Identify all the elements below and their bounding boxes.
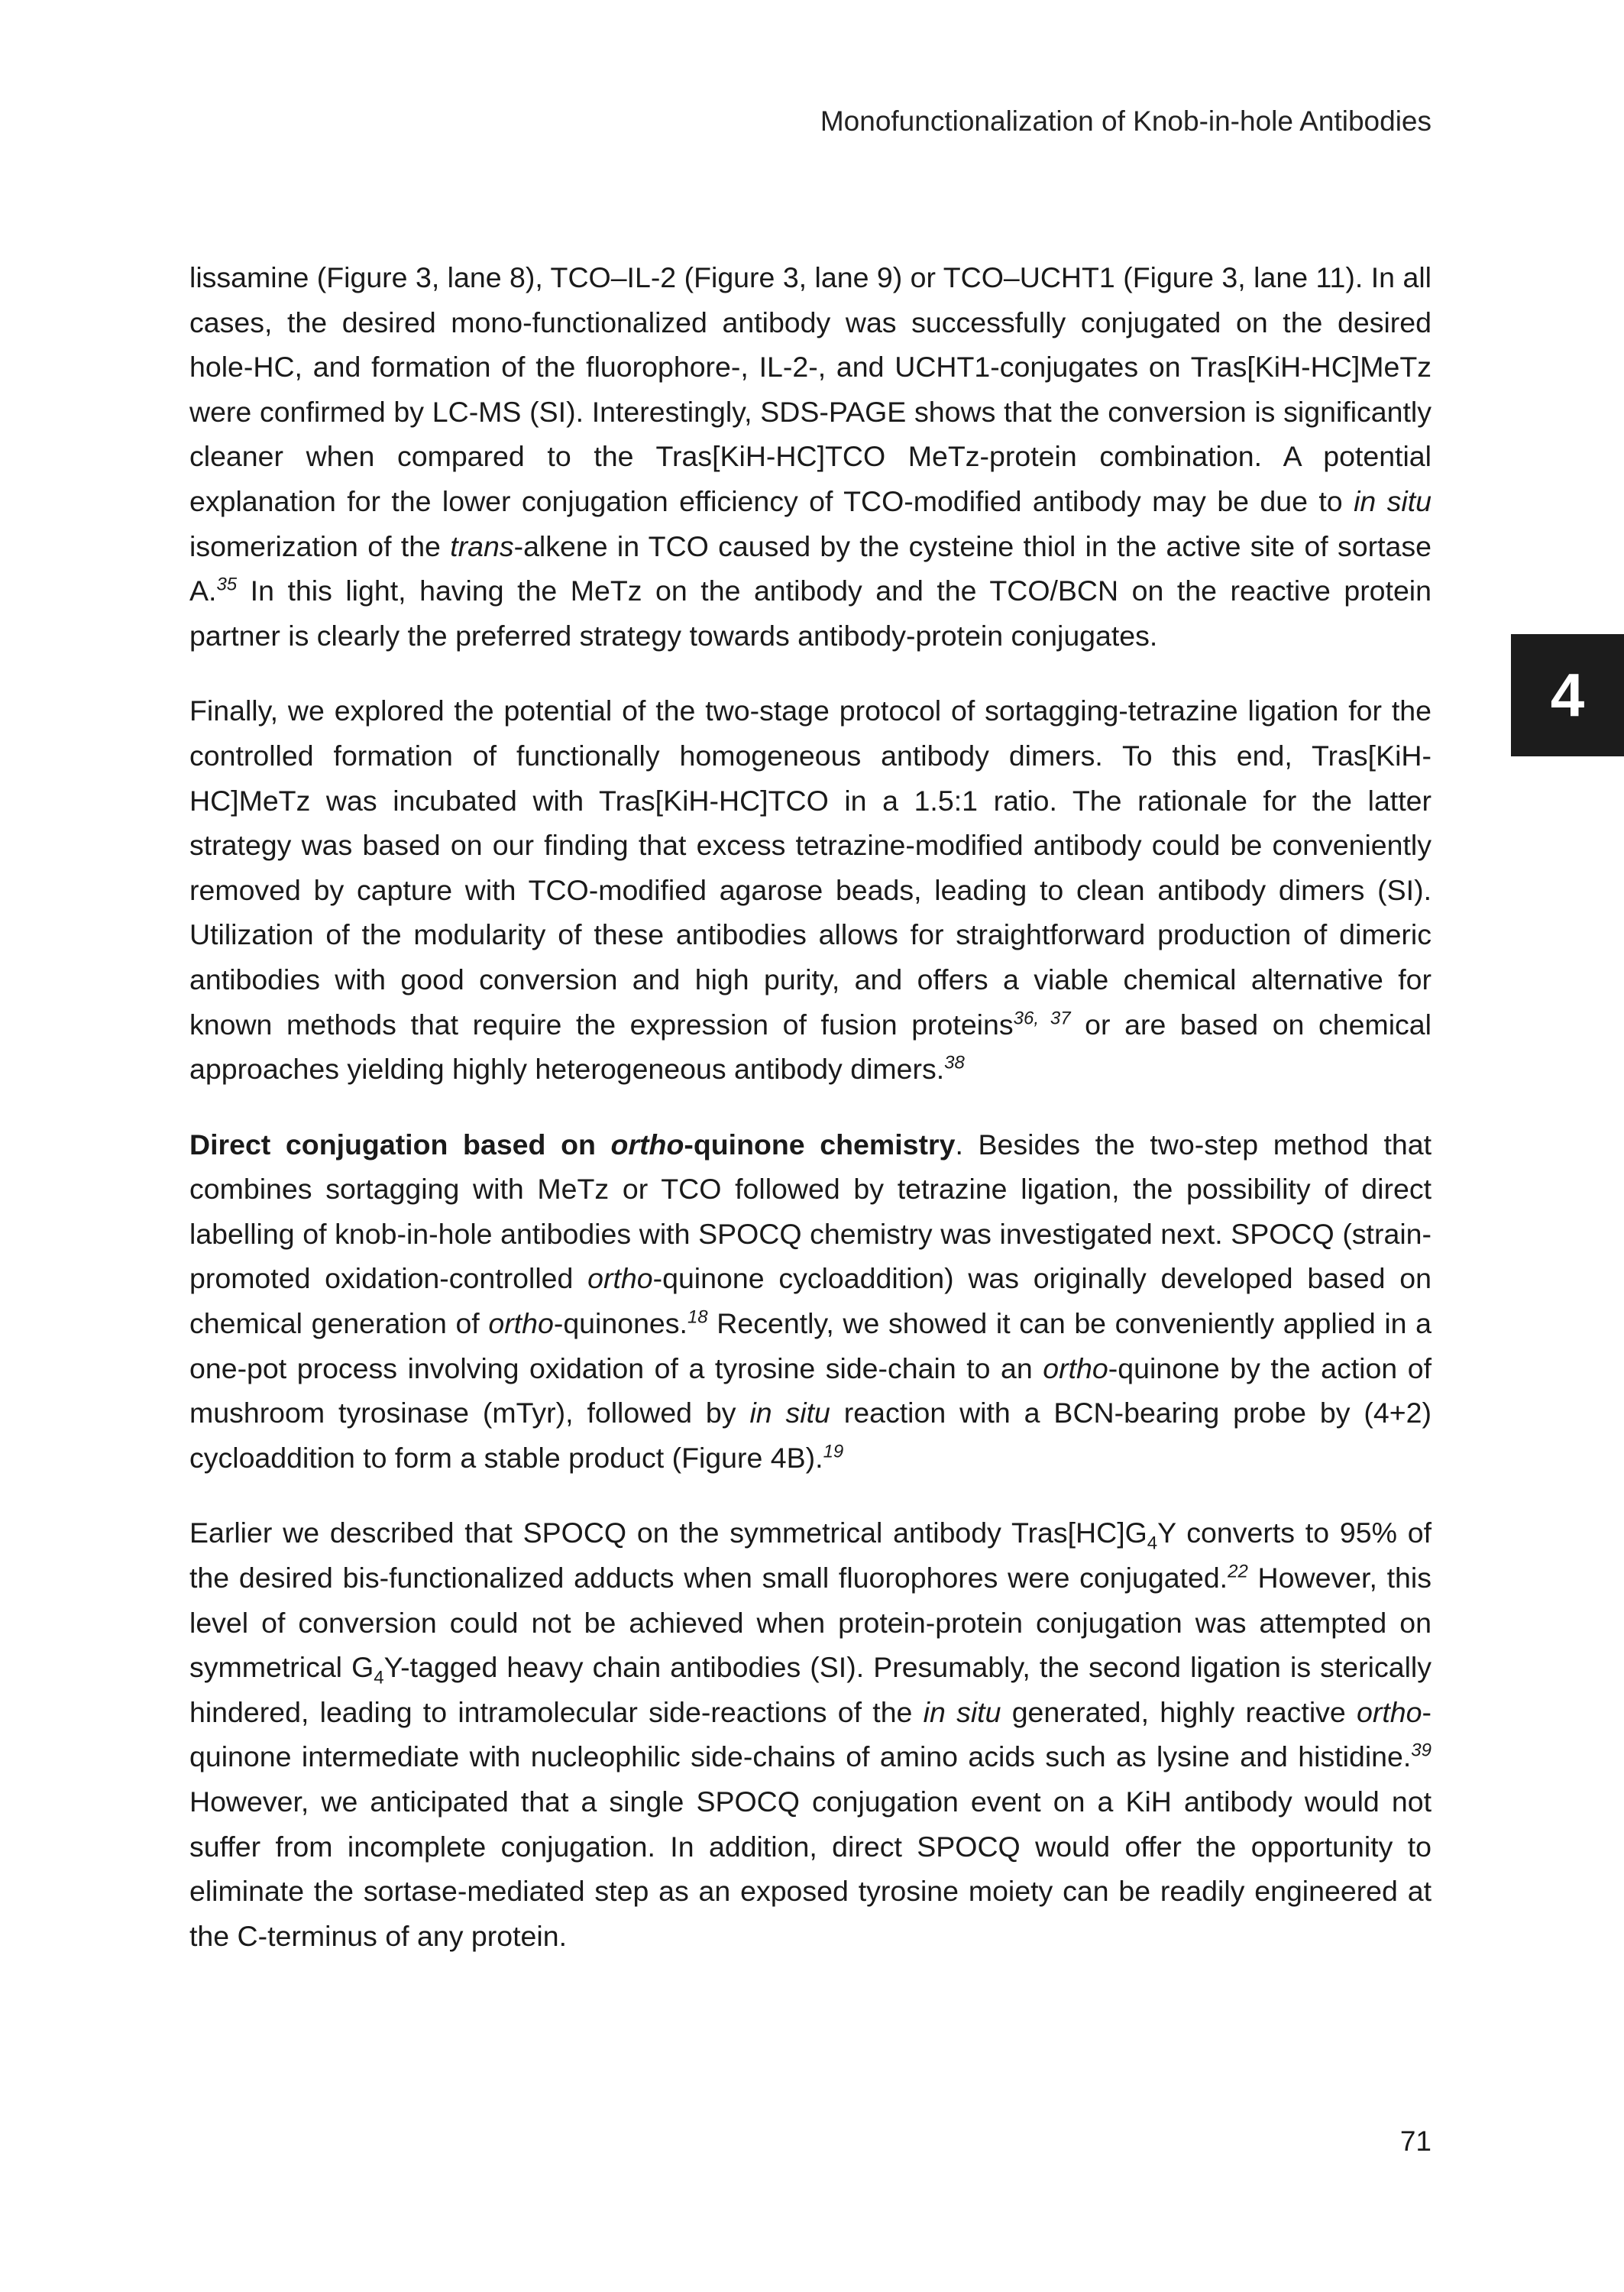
text-run: Y converts to 95% of the desired bis-functionalized adducts when small fluorophores were conjugated. <box>189 1517 1432 1594</box>
running-header: Monofunctionalization of Knob-in-hole Antibodies <box>820 105 1432 137</box>
text-run: However, this level of conversion could not be achieved when protein-protein conjugation was attempted on symmetrical G <box>189 1562 1432 1684</box>
text-run: -alkene in TCO caused by the cysteine thiol in the active site of sortase A. <box>189 529 1432 607</box>
citation-ref: 18 <box>687 1306 708 1328</box>
text-run: -quinones. <box>553 1307 687 1340</box>
text-run: ortho <box>610 1128 684 1161</box>
citation-ref: 19 <box>823 1441 844 1462</box>
text-run: 4 <box>1147 1533 1158 1554</box>
page-number: 71 <box>1399 2125 1432 2157</box>
text-run: ortho <box>488 1307 554 1340</box>
citation-ref: 39 <box>1411 1740 1432 1761</box>
text-run: lissamine (Figure 3, lane 8), TCO–IL-2 (Figure 3, lane 9) or TCO–UCHT1 (Figure 3, lane 11). In all cases, the desired mono-functionalized antibody was successfully conjugated on the desired hole-HC, and formation of the fluorophore-, IL-2-, and UCHT1-conjugates on Tras[KiH-HC]MeTz were confirmed by LC-MS (SI). Interestingly, SDS-PAGE shows that the conversion is significantly cleaner when compared to the Tras[KiH-HC]TCO MeTz-protein combination. A potential explanation for the lower conjugation efficiency of TCO-modified antibody may be due to <box>189 261 1432 517</box>
citation-ref: 22 <box>1228 1561 1248 1582</box>
text-run: Recently, we showed it can be conveniently applied in a one-pot process involving oxidation of a tyrosine side-chain to an <box>189 1307 1432 1384</box>
text-run: Finally, we explored the potential of the two-stage protocol of sortagging-tetrazine ligation for the controlled formation of functionally homogeneous antibody dimers. To this end, Tras[KiH-HC]MeTz was incubated with Tras[KiH-HC]TCO in a 1.5:1 ratio. The rationale for the latter strategy was based on our finding that excess tetrazine-modified antibody could be conveniently removed by capture with TCO-modified agarose beads, leading to clean antibody dimers (SI). Utilization of the modularity of these antibodies allows for straightforward production of dimeric antibodies with good conversion and high purity, and offers a viable chemical alternative for known methods that require the expression of fusion proteins <box>189 694 1432 1041</box>
text-run: -quinone intermediate with nucleophilic side-chains of amino acids such as lysine and histidine. <box>189 1695 1432 1773</box>
paragraph <box>189 1122 1432 1481</box>
paragraph <box>189 688 1432 1091</box>
text-run: ortho <box>1043 1352 1108 1384</box>
text-run: -quinone chemistry <box>684 1128 956 1161</box>
text-run: generated, highly reactive <box>1001 1695 1357 1728</box>
text-run: in situ <box>1354 484 1432 517</box>
citation-ref: 35 <box>216 574 238 595</box>
paragraph <box>189 255 1432 658</box>
text-run: in situ <box>749 1397 830 1429</box>
text-run: However, we anticipated that a single SPOCQ conjugation event on a KiH antibody would not suffer from incomplete conjugation. In addition, direct SPOCQ would offer the opportunity to eliminate the sortase-mediated step as an exposed tyrosine moiety can be readily engineered at the C-terminus of any protein. <box>189 1785 1432 1952</box>
body-text <box>189 255 1432 1989</box>
citation-ref: 36, 37 <box>1013 1008 1071 1028</box>
text-run: isomerization of the <box>189 529 451 562</box>
text-run: Earlier we described that SPOCQ on the symmetrical antibody Tras[HC]G <box>189 1517 1147 1549</box>
chapter-tab: 4 <box>1511 634 1624 756</box>
citation-ref: 38 <box>944 1052 965 1073</box>
text-run: ortho <box>1357 1695 1422 1728</box>
paragraph <box>189 1510 1432 1958</box>
text-run: -quinone by the action of mushroom tyrosinase (mTyr), followed by <box>189 1352 1432 1429</box>
text-run: Y-tagged heavy chain antibodies (SI). Presumably, the second ligation is sterically hindered, leading to intramolecular side-reactions of the <box>189 1651 1432 1728</box>
text-run: or are based on chemical approaches yielding highly heterogeneous antibody dimers. <box>189 1008 1432 1086</box>
text-run: 4 <box>374 1667 384 1688</box>
text-run: In this light, having the MeTz on the antibody and the TCO/BCN on the reactive protein partner is clearly the preferred strategy towards antibody-protein conjugates. <box>189 575 1432 652</box>
text-run: trans <box>450 529 514 562</box>
text-run: Direct conjugation based on <box>189 1128 611 1161</box>
text-run: reaction with a BCN-bearing probe by (4+2) cycloaddition to form a stable product (Figure 4B). <box>189 1397 1432 1474</box>
text-run: -quinone cycloaddition) was originally developed based on chemical generation of <box>189 1262 1432 1340</box>
text-run: ortho <box>587 1262 653 1295</box>
text-run: . Besides the two-step method that combines sortagging with MeTz or TCO followed by tetrazine ligation, the possibility of direct labelling of knob-in-hole antibodies with SPOCQ chemistry was investigated next. SPOCQ (strain-promoted oxidation-controlled <box>189 1128 1432 1295</box>
text-run: in situ <box>923 1695 1001 1728</box>
